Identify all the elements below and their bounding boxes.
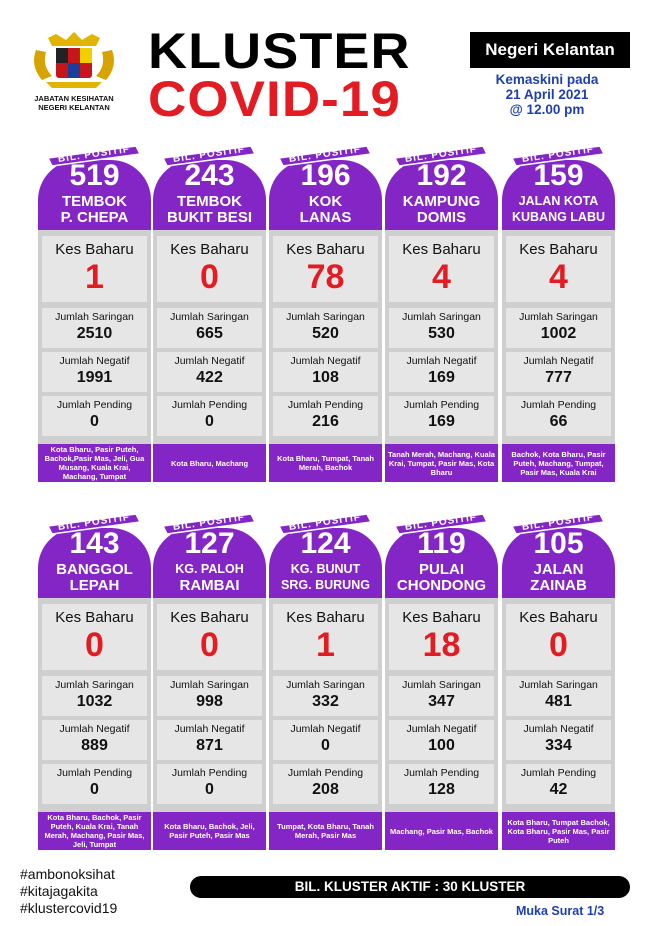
new-cases-value: 0 — [85, 626, 104, 664]
header — [0, 0, 655, 135]
negative-value: 422 — [196, 369, 223, 386]
negative-value: 169 — [428, 369, 455, 386]
negative-box — [42, 720, 147, 760]
pending-box — [157, 396, 262, 436]
new-cases-value: 18 — [422, 626, 461, 664]
cluster-card — [385, 144, 498, 482]
negative-box — [273, 720, 378, 760]
negative-box — [389, 720, 494, 760]
cluster-card — [385, 512, 498, 850]
pending-value: 0 — [90, 781, 99, 798]
cluster-name-line-1: PULAI — [419, 561, 464, 578]
screening-label: Jumlah Saringan — [519, 679, 598, 691]
affected-districts: Kota Bharu, Bachok, Pasir Puteh, Kuala Krai, Tanah Merah, Machang, Pasir Mas, Jeli, Tumpat — [38, 812, 151, 850]
cluster-name-line-1: TEMBOK — [177, 193, 242, 210]
pending-box — [42, 396, 147, 436]
positive-tag: BIL. POSITIF — [57, 144, 131, 166]
cluster-name-line-1: KAMPUNG — [402, 193, 481, 210]
positive-tag: BIL. POSITIF — [288, 512, 362, 534]
new-cases-value: 1 — [316, 626, 335, 664]
cluster-name-line-2: SRG. BURUNG — [281, 578, 370, 592]
pending-label: Jumlah Pending — [287, 767, 364, 779]
negative-box — [42, 352, 147, 392]
screening-label: Jumlah Saringan — [55, 679, 134, 691]
screening-box — [389, 308, 494, 348]
screening-box — [273, 676, 378, 716]
new-cases-value: 78 — [306, 258, 345, 296]
affected-districts: Kota Bharu, Machang — [153, 444, 266, 482]
new-cases-value: 0 — [200, 258, 219, 296]
affected-districts: Kota Bharu, Tumpat Bachok, Kota Bharu, Pasir Mas, Pasir Puteh — [502, 812, 615, 850]
screening-value: 347 — [428, 693, 455, 710]
screening-value: 998 — [196, 693, 223, 710]
new-cases-box — [506, 236, 611, 302]
cluster-card — [269, 512, 382, 850]
pending-label: Jumlah Pending — [171, 767, 248, 779]
negative-box — [273, 352, 378, 392]
pending-label: Jumlah Pending — [403, 767, 480, 779]
positive-count: 143 — [69, 527, 120, 560]
negative-label: Jumlah Negatif — [174, 355, 245, 367]
title-line-2: COVID-19 — [148, 71, 401, 127]
positive-tag: BIL. POSITIF — [521, 144, 595, 166]
cluster-stats — [502, 230, 615, 444]
cluster-name-line-2: CHONDONG — [396, 577, 487, 594]
screening-value: 530 — [428, 325, 455, 342]
negative-value: 334 — [545, 737, 572, 754]
negative-label: Jumlah Negatif — [523, 723, 594, 735]
positive-tag: BIL. POSITIF — [172, 512, 246, 534]
negative-label: Jumlah Negatif — [406, 355, 477, 367]
positive-tag: BIL. POSITIF — [404, 512, 478, 534]
cluster-card — [269, 144, 382, 482]
pending-value: 128 — [428, 781, 455, 798]
positive-count: 105 — [533, 527, 584, 560]
new-cases-value: 1 — [85, 258, 104, 296]
new-cases-box — [157, 604, 262, 670]
pending-box — [157, 764, 262, 804]
page-number: Muka Surat 1/3 — [516, 904, 605, 918]
hashtag: #klustercovid19 — [20, 900, 118, 916]
screening-label: Jumlah Saringan — [519, 311, 598, 323]
cluster-name-line-2: LANAS — [299, 209, 352, 226]
screening-value: 1032 — [76, 693, 113, 710]
screening-label: Jumlah Saringan — [55, 311, 134, 323]
positive-count: 119 — [417, 527, 466, 560]
cluster-name-line-2: BUKIT BESI — [166, 209, 252, 226]
cluster-card — [38, 144, 151, 482]
new-cases-label: Kes Baharu — [170, 609, 249, 626]
pending-box — [273, 764, 378, 804]
pending-label: Jumlah Pending — [56, 767, 133, 779]
affected-districts: Tanah Merah, Machang, Kuala Krai, Tumpat, Pasir Mas, Kota Bharu — [385, 444, 498, 482]
new-cases-box — [42, 604, 147, 670]
screening-value: 2510 — [76, 325, 113, 342]
cluster-name-line-2: ZAINAB — [530, 577, 587, 594]
positive-tag: BIL. POSITIF — [404, 144, 478, 166]
pending-value: 0 — [205, 413, 214, 430]
pending-box — [42, 764, 147, 804]
negative-value: 100 — [428, 737, 455, 754]
negative-label: Jumlah Negatif — [290, 723, 361, 735]
cluster-stats — [502, 598, 615, 812]
new-cases-label: Kes Baharu — [55, 241, 134, 258]
screening-box — [42, 676, 147, 716]
pending-label: Jumlah Pending — [520, 399, 597, 411]
negative-box — [157, 352, 262, 392]
cluster-card — [502, 512, 615, 850]
screening-value: 1002 — [540, 325, 577, 342]
cluster-name-line-1: KOK — [308, 193, 343, 210]
positive-tag: BIL. POSITIF — [521, 512, 595, 534]
new-cases-box — [157, 236, 262, 302]
screening-box — [273, 308, 378, 348]
pending-label: Jumlah Pending — [171, 399, 248, 411]
new-cases-label: Kes Baharu — [519, 609, 598, 626]
screening-box — [157, 676, 262, 716]
pending-value: 0 — [205, 781, 214, 798]
affected-districts: Kota Bharu, Bachok, Jeli, Pasir Puteh, Pasir Mas — [153, 812, 266, 850]
state-badge: Negeri Kelantan — [470, 32, 630, 68]
cluster-card — [502, 144, 615, 482]
screening-value: 332 — [312, 693, 339, 710]
new-cases-box — [389, 236, 494, 302]
hashtag: #kitajagakita — [20, 883, 98, 899]
screening-box — [506, 308, 611, 348]
pending-value: 169 — [428, 413, 455, 430]
pending-label: Jumlah Pending — [56, 399, 133, 411]
negative-value: 108 — [312, 369, 339, 386]
negative-value: 1991 — [76, 369, 113, 386]
screening-box — [389, 676, 494, 716]
affected-districts: Kota Bharu, Pasir Puteh, Bachok,Pasir Mas, Jeli, Gua Musang, Kuala Krai, Machang, Tumpat — [38, 444, 151, 482]
cluster-card — [153, 144, 266, 482]
new-cases-box — [506, 604, 611, 670]
affected-districts: Machang, Pasir Mas, Bachok — [385, 812, 498, 850]
hashtag: #ambonoksihat — [20, 866, 115, 882]
positive-tag: BIL. POSITIF — [172, 144, 246, 166]
cluster-name-line-1: KG. PALOH — [175, 562, 244, 576]
new-cases-box — [273, 236, 378, 302]
new-cases-label: Kes Baharu — [170, 241, 249, 258]
cluster-name-line-1: JALAN KOTA — [518, 194, 599, 208]
negative-box — [157, 720, 262, 760]
pending-value: 208 — [312, 781, 339, 798]
positive-count: 124 — [300, 527, 351, 560]
pending-box — [389, 764, 494, 804]
screening-label: Jumlah Saringan — [170, 679, 249, 691]
new-cases-box — [389, 604, 494, 670]
screening-value: 481 — [545, 693, 572, 710]
pending-value: 66 — [549, 413, 568, 430]
new-cases-value: 0 — [549, 626, 568, 664]
positive-count: 519 — [69, 159, 120, 192]
new-cases-value: 4 — [432, 258, 451, 296]
screening-label: Jumlah Saringan — [286, 679, 365, 691]
new-cases-value: 4 — [549, 258, 568, 296]
cluster-name-line-1: KG. BUNUT — [290, 562, 361, 576]
negative-box — [506, 352, 611, 392]
new-cases-value: 0 — [200, 626, 219, 664]
screening-label: Jumlah Saringan — [402, 311, 481, 323]
cluster-stats — [269, 230, 382, 444]
new-cases-label: Kes Baharu — [55, 609, 134, 626]
cluster-stats — [385, 230, 498, 444]
pending-box — [506, 764, 611, 804]
negative-value: 777 — [545, 369, 572, 386]
affected-districts: Kota Bharu, Tumpat, Tanah Merah, Bachok — [269, 444, 382, 482]
negative-value: 871 — [196, 737, 223, 754]
cluster-name-line-2: DOMIS — [416, 209, 467, 226]
cluster-name-line-2: LEPAH — [69, 577, 120, 594]
positive-count: 243 — [184, 159, 235, 192]
pending-label: Jumlah Pending — [403, 399, 480, 411]
affected-districts: Bachok, Kota Bharu, Pasir Puteh, Machang, Tumpat, Pasir Mas, Kuala Krai — [502, 444, 615, 482]
new-cases-box — [273, 604, 378, 670]
negative-label: Jumlah Negatif — [523, 355, 594, 367]
pending-label: Jumlah Pending — [520, 767, 597, 779]
screening-value: 665 — [196, 325, 223, 342]
negative-label: Jumlah Negatif — [290, 355, 361, 367]
hashtags — [20, 866, 117, 917]
screening-label: Jumlah Saringan — [402, 679, 481, 691]
screening-label: Jumlah Saringan — [170, 311, 249, 323]
negative-box — [389, 352, 494, 392]
new-cases-label: Kes Baharu — [402, 609, 481, 626]
cluster-name-line-2: KUBANG LABU — [511, 210, 606, 224]
screening-value: 520 — [312, 325, 339, 342]
cluster-stats — [153, 230, 266, 444]
active-cluster-count: BIL. KLUSTER AKTIF : 30 KLUSTER — [190, 876, 630, 898]
new-cases-label: Kes Baharu — [286, 609, 365, 626]
new-cases-label: Kes Baharu — [519, 241, 598, 258]
positive-count: 127 — [184, 527, 235, 560]
screening-box — [157, 308, 262, 348]
screening-box — [506, 676, 611, 716]
negative-label: Jumlah Negatif — [406, 723, 477, 735]
new-cases-label: Kes Baharu — [402, 241, 481, 258]
cluster-stats — [38, 598, 151, 812]
affected-districts: Tumpat, Kota Bharu, Tanah Merah, Pasir Mas — [269, 812, 382, 850]
cluster-name-line-1: TEMBOK — [62, 193, 127, 210]
positive-count: 192 — [416, 159, 467, 192]
update-timestamp: Kemaskini pada 21 April 2021 @ 12.00 pm — [495, 72, 599, 117]
negative-label: Jumlah Negatif — [59, 723, 130, 735]
cluster-card — [153, 512, 266, 850]
negative-label: Jumlah Negatif — [59, 355, 130, 367]
pending-value: 216 — [312, 413, 339, 430]
pending-value: 0 — [90, 413, 99, 430]
negative-value: 889 — [81, 737, 108, 754]
cluster-stats — [385, 598, 498, 812]
negative-box — [506, 720, 611, 760]
pending-value: 42 — [549, 781, 568, 798]
pending-box — [273, 396, 378, 436]
positive-tag: BIL. POSITIF — [288, 144, 362, 166]
cluster-stats — [38, 230, 151, 444]
negative-value: 0 — [321, 737, 330, 754]
title-line-1: KLUSTER — [148, 23, 411, 79]
cluster-card — [38, 512, 151, 850]
cluster-name-line-1: JALAN — [533, 561, 584, 578]
screening-box — [42, 308, 147, 348]
pending-box — [389, 396, 494, 436]
positive-tag: BIL. POSITIF — [57, 512, 131, 534]
cluster-name-line-1: BANGGOL — [56, 561, 133, 578]
positive-count: 159 — [533, 159, 584, 192]
cluster-name-line-2: RAMBAI — [179, 577, 240, 594]
cluster-name-line-2: P. CHEPA — [60, 209, 129, 226]
coat-of-arms-logo — [26, 30, 122, 90]
agency-name: JABATAN KESIHATAN NEGERI KELANTAN — [34, 94, 114, 112]
positive-count: 196 — [300, 159, 351, 192]
negative-label: Jumlah Negatif — [174, 723, 245, 735]
cluster-stats — [153, 598, 266, 812]
cluster-stats — [269, 598, 382, 812]
pending-label: Jumlah Pending — [287, 399, 364, 411]
pending-box — [506, 396, 611, 436]
new-cases-box — [42, 236, 147, 302]
screening-label: Jumlah Saringan — [286, 311, 365, 323]
new-cases-label: Kes Baharu — [286, 241, 365, 258]
